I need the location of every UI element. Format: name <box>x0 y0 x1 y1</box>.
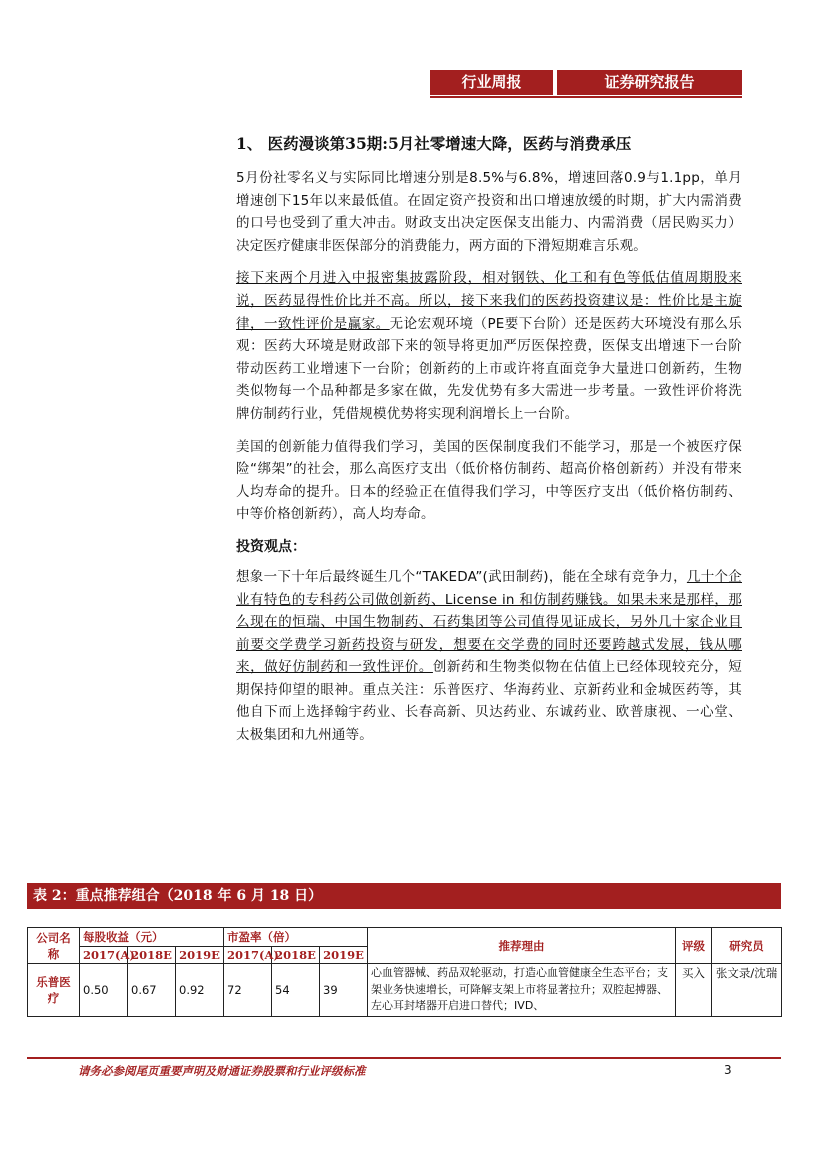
paragraph-3: 美国的创新能力值得我们学习，美国的医保制度我们不能学习，那是一个被医疗保险“绑架”的社会，那么高医疗支出（低价格仿制药、超高价格创新药）并没有带来人均寿命的提升。日本的经验正在值得我们学习，中等医疗支出（低价格仿制药、中等价格创新药），高人均寿命。 <box>236 438 742 523</box>
paragraph-4-underlined: 几十个企业有特色的专科药公司做创新药、License in 和仿制药赚钱。如果未来是那样，那么现在的恒瑞、中国生物制药、石药集团等公司值得见证成长，另外几十家企业目前要交学费学习新药投资与研发，想要在交学费的同时还要跨越式发展，钱从哪来，做好仿制药和一致性评价。 <box>236 568 742 676</box>
pe-2017: 72 <box>224 964 272 1017</box>
recommendation-table <box>27 927 782 1017</box>
paragraph-4 <box>236 566 742 747</box>
eps-2018: 0.67 <box>128 964 176 1017</box>
rating: 买入 <box>676 964 712 1017</box>
eps-2019: 0.92 <box>176 964 224 1017</box>
page-number: 3 <box>724 1063 732 1077</box>
analyst: 张文录/沈瑞 <box>712 964 782 1017</box>
col-reason: 推荐理由 <box>368 928 676 964</box>
col-pe-2019e: 2019E <box>320 947 368 964</box>
col-pe-2017a: 2017(A) <box>224 947 272 964</box>
pe-2019: 39 <box>320 964 368 1017</box>
paragraph-2 <box>236 267 742 425</box>
col-eps-2018e: 2018E <box>128 947 176 964</box>
eps-2017: 0.50 <box>80 964 128 1017</box>
header-tag-research: 证券研究报告 <box>557 70 742 95</box>
table-row <box>28 964 782 1017</box>
header-rule <box>430 96 742 98</box>
col-company: 公司名称 <box>28 928 80 964</box>
footer-rule <box>27 1057 781 1059</box>
table-header-row <box>28 928 782 947</box>
footer-disclaimer: 请务必参阅尾页重要声明及财通证券股票和行业评级标准 <box>78 1064 366 1078</box>
table-title: 表 2：重点推荐组合（2018 年 6 月 18 日） <box>27 883 781 909</box>
paragraph-4-start: 想象一下十年后最终诞生几个“TAKEDA”(武田制药)，能在全球有竞争力， <box>236 568 687 585</box>
col-eps: 每股收益（元） <box>80 928 224 947</box>
recommendation-reason: 心血管器械、药品双轮驱动，打造心血管健康全生态平台；支架业务快速增长，可降解支架上市将显著拉升；双腔起搏器、左心耳封堵器开启进口替代；IVD、 <box>368 964 676 1017</box>
section-heading: 1、 医药漫谈第35期:5月社零增速大降，医药与消费承压 <box>236 134 632 153</box>
paragraph-4-end: 创新药和生物类似物在估值上已经体现较充分，短期保持仰望的眼神。重点关注：乐普医疗、华海药业、京新药业和金城医药等，其他自下而上选择翰宇药业、长春高新、贝达药业、东诚药业、欧普康视、一心堂、太极集团和九州通等。 <box>236 659 742 744</box>
investment-view-heading: 投资观点： <box>236 538 306 555</box>
col-pe-2018e: 2018E <box>272 947 320 964</box>
col-rating: 评级 <box>676 928 712 964</box>
col-eps-2019e: 2019E <box>176 947 224 964</box>
paragraph-1: 5月份社零名义与实际同比增速分别是8.5%与6.8%，增速回落0.9与1.1pp，单月增速创下15年以来最低值。在固定资产投资和出口增速放缓的时期，扩大内需消费的口号也受到了重大冲击。财政支出决定医保支出能力、内需消费（居民购买力）决定医疗健康非医保部分的消费能力，两方面的下滑短期难言乐观。 <box>236 170 742 254</box>
company-name: 乐普医疗 <box>28 964 80 1017</box>
main-content <box>236 132 742 757</box>
header-tag-weekly: 行业周报 <box>430 70 553 95</box>
col-analyst: 研究员 <box>712 928 782 964</box>
paragraph-2-rest: 无论宏观环境（PE要下台阶）还是医药大环境没有那么乐观：医药大环境是财政部下来的领导将更加严厉医保控费，医保支出增速下一台阶带动医药工业增速下一台阶；创新药的上市或许将直面竞争大量进口创新药，生物类似物每一个品种都是多家在做，先发优势有多大需进一步考量。一致性评价将洗牌仿制药行业，凭借规模优势将实现利润增长上一台阶。 <box>236 315 743 422</box>
pe-2018: 54 <box>272 964 320 1017</box>
paragraph-2-underlined: 接下来两个月进入中报密集披露阶段，相对钢铁、化工和有色等低估值周期股来说，医药显得性价比并不高。所以，接下来我们的医药投资建议是：性价比是主旋律，一致性评价是赢家。 <box>236 270 742 332</box>
col-pe: 市盈率（倍） <box>224 928 368 947</box>
col-eps-2017a: 2017(A) <box>80 947 128 964</box>
report-header <box>430 70 742 95</box>
